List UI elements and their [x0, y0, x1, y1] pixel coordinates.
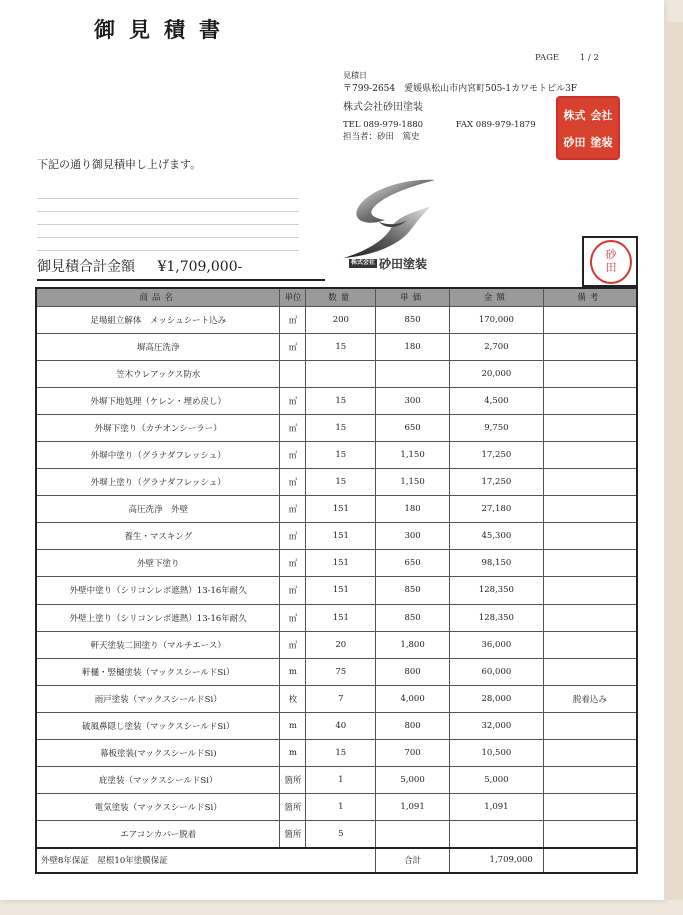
table-row: [36, 496, 637, 523]
cell-item-name: 外壁下塗り: [36, 550, 280, 577]
cell-unit: ㎡: [280, 306, 306, 333]
cell-unit: ㎡: [280, 523, 306, 550]
cell-item-name: 電気塗装（マックスシールドSi）: [36, 794, 280, 821]
cell-unit-price: 800: [376, 712, 450, 739]
cell-remarks: 脱着込み: [543, 685, 637, 712]
cell-item-name: 養生・マスキング: [36, 523, 280, 550]
cell-amount: 32,000: [449, 712, 543, 739]
cell-unit-price: 650: [376, 414, 450, 441]
cell-quantity: [306, 360, 376, 387]
cell-quantity: 151: [306, 577, 376, 604]
cell-quantity: 200: [306, 306, 376, 333]
cell-amount: 1,091: [449, 794, 543, 821]
tel-number: TEL 089-979-1880: [343, 120, 424, 131]
cell-quantity: 15: [306, 441, 376, 468]
seal-char: 塗装: [590, 135, 613, 149]
cell-unit: ㎡: [280, 631, 306, 658]
footer-total-label: 合計: [376, 848, 450, 873]
cell-quantity: 75: [306, 658, 376, 685]
header-unit: 単位: [280, 288, 306, 306]
cell-quantity: 15: [306, 469, 376, 496]
person-seal-box: [582, 236, 638, 287]
cell-amount: 10,500: [449, 740, 543, 767]
person-seal-bottom: 田: [605, 261, 617, 274]
cell-remarks: [543, 604, 637, 631]
warranty-note: 外壁8年保証 屋根10年塗膜保証: [36, 848, 376, 873]
cell-unit: m: [280, 658, 306, 685]
cell-item-name: エアコンカバー脱着: [36, 821, 280, 848]
cell-item-name: 外壁上塗り（シリコンレボ遮熱）13-16年耐久: [36, 604, 280, 631]
cell-item-name: 外塀上塗り（グラナダフレッシュ）: [36, 469, 280, 496]
header-remarks: 備考: [543, 288, 637, 306]
cell-amount: 36,000: [449, 631, 543, 658]
cell-quantity: 151: [306, 604, 376, 631]
document-title: 御見積書: [94, 17, 234, 42]
cell-amount: 128,350: [449, 604, 543, 631]
cell-remarks: [543, 740, 637, 767]
cell-amount: 45,300: [449, 523, 543, 550]
cell-amount: 17,250: [449, 441, 543, 468]
cell-unit-price: 850: [376, 604, 450, 631]
cell-unit-price: 300: [376, 387, 450, 414]
cell-remarks: [543, 441, 637, 468]
cell-amount: 98,150: [449, 550, 543, 577]
company-logo-text: [349, 255, 427, 272]
table-row: [36, 577, 637, 604]
cell-quantity: 1: [306, 767, 376, 794]
issuer-address: 〒799-2654 愛媛県松山市内宮町505-1カワモトビル3F: [343, 83, 578, 94]
table-row: [36, 767, 637, 794]
cell-amount: 60,000: [449, 658, 543, 685]
company-seal-stamp: [556, 96, 620, 160]
table-row: [36, 523, 637, 550]
cell-item-name: 庇塗装（マックスシールドSi）: [36, 767, 280, 794]
person-seal-top: 砂: [605, 248, 617, 262]
cell-amount: 170,000: [449, 306, 543, 333]
issuer-company: 株式会社砂田塗装: [343, 101, 423, 113]
cell-remarks: [543, 821, 637, 848]
cell-quantity: 7: [306, 685, 376, 712]
cell-remarks: [543, 631, 637, 658]
cell-quantity: 151: [306, 496, 376, 523]
cell-quantity: 151: [306, 550, 376, 577]
cell-unit-price: 700: [376, 740, 450, 767]
header-quantity: 数量: [306, 288, 376, 306]
cell-unit-price: 180: [376, 333, 450, 360]
cell-item-name: 笠木ウレアックス防水: [36, 360, 280, 387]
cell-unit: ㎡: [280, 604, 306, 631]
cell-unit-price: 5,000: [376, 767, 450, 794]
cell-item-name: 軒天塗装二回塗り（マルチエース）: [36, 631, 280, 658]
page-label: PAGE: [535, 53, 560, 63]
person-seal-stamp: [590, 240, 632, 284]
cell-remarks: [543, 712, 637, 739]
table-header-row: [36, 288, 637, 306]
cell-amount: 4,500: [449, 387, 543, 414]
cell-amount: 9,750: [449, 414, 543, 441]
table-row: [36, 685, 637, 712]
cell-item-name: 外塀下塗り（カチオンシーラー）: [36, 414, 280, 441]
background-band: [664, 22, 683, 900]
cell-unit: ㎡: [280, 577, 306, 604]
cell-item-name: 高圧洗浄 外壁: [36, 496, 280, 523]
cell-remarks: [543, 767, 637, 794]
cell-quantity: 40: [306, 712, 376, 739]
seal-char: 砂田: [563, 135, 586, 149]
cell-quantity: 1: [306, 794, 376, 821]
cell-amount: 128,350: [449, 577, 543, 604]
cell-unit-price: 4,000: [376, 685, 450, 712]
cell-quantity: 15: [306, 740, 376, 767]
cell-quantity: 20: [306, 631, 376, 658]
person-in-charge: 担当者：砂田 篤史: [343, 131, 420, 142]
cell-unit-price: [376, 821, 450, 848]
cell-quantity: 151: [306, 523, 376, 550]
table-row: [36, 333, 637, 360]
table-row: [36, 712, 637, 739]
table-row: [36, 604, 637, 631]
estimate-table: [35, 287, 638, 874]
cell-unit: ㎡: [280, 414, 306, 441]
cell-quantity: 5: [306, 821, 376, 848]
cell-item-name: 破風鼻隠し塗装（マックスシールドSi）: [36, 712, 280, 739]
grand-total-line: [37, 256, 325, 281]
header-unit-price: 単価: [376, 288, 450, 306]
cell-quantity: 15: [306, 333, 376, 360]
cell-unit-price: 1,150: [376, 441, 450, 468]
cell-remarks: [543, 577, 637, 604]
table-row: [36, 306, 637, 333]
cell-item-name: 外塀下地処理（ケレン・埋め戻し）: [36, 387, 280, 414]
table-row: [36, 441, 637, 468]
cell-unit-price: 180: [376, 496, 450, 523]
cell-item-name: 外壁中塗り（シリコンレボ遮熱）13-16年耐久: [36, 577, 280, 604]
total-label: 御見積合計金額: [37, 259, 135, 275]
cell-item-name: 雨戸塗装（マックスシールドSi）: [36, 685, 280, 712]
cell-remarks: [543, 469, 637, 496]
cell-item-name: 足場組立解体 メッシュシート込み: [36, 306, 280, 333]
issuer-block: [343, 71, 577, 143]
cell-unit: ㎡: [280, 333, 306, 360]
cell-unit-price: 1,800: [376, 631, 450, 658]
cell-remarks: [543, 523, 637, 550]
footer-total-amount: 1,709,000: [449, 848, 543, 873]
table-row: [36, 360, 637, 387]
estimate-date-label: 見積日: [343, 71, 367, 80]
seal-char: 会社: [590, 108, 613, 122]
cell-unit: ㎡: [280, 469, 306, 496]
cell-item-name: 外塀中塗り（グラナダフレッシュ）: [36, 441, 280, 468]
cell-item-name: 塀高圧洗浄: [36, 333, 280, 360]
cell-remarks: [543, 414, 637, 441]
cell-unit: m: [280, 712, 306, 739]
table-row: [36, 740, 637, 767]
table-footer-row: [36, 848, 637, 873]
cell-unit: 枚: [280, 685, 306, 712]
cell-quantity: 15: [306, 414, 376, 441]
table-row: [36, 414, 637, 441]
cell-unit: [280, 360, 306, 387]
cell-remarks: [543, 333, 637, 360]
header-amount: 金額: [449, 288, 543, 306]
cell-remarks: [543, 496, 637, 523]
cell-amount: 28,000: [449, 685, 543, 712]
cell-item-name: 軒樋・竪樋塗装（マックスシールドSi）: [36, 658, 280, 685]
greeting-text: 下記の通り御見積申し上げます。: [37, 158, 202, 171]
cell-unit-price: 800: [376, 658, 450, 685]
cell-unit-price: 300: [376, 523, 450, 550]
logo-name: 砂田塗装: [379, 257, 428, 271]
cell-amount: 2,700: [449, 333, 543, 360]
footer-remarks: [543, 848, 637, 873]
cell-unit-price: 850: [376, 577, 450, 604]
cell-remarks: [543, 658, 637, 685]
cell-unit: ㎡: [280, 441, 306, 468]
cell-item-name: 幕板塗装(マックスシールドSi): [36, 740, 280, 767]
cell-amount: 17,250: [449, 469, 543, 496]
page-value: 1 / 2: [579, 53, 599, 63]
cell-remarks: [543, 306, 637, 333]
cell-amount: [449, 821, 543, 848]
cell-unit: ㎡: [280, 387, 306, 414]
cell-unit: 箇所: [280, 821, 306, 848]
cell-unit: ㎡: [280, 550, 306, 577]
table-row: [36, 794, 637, 821]
cell-unit: m: [280, 740, 306, 767]
header-item-name: 商品名: [36, 288, 280, 306]
cell-unit-price: 850: [376, 306, 450, 333]
cell-unit: 箇所: [280, 794, 306, 821]
blank-lines: [37, 186, 299, 251]
table-row: [36, 631, 637, 658]
cell-amount: 20,000: [449, 360, 543, 387]
seal-char: 株式: [563, 108, 586, 122]
table-row: [36, 658, 637, 685]
cell-amount: 5,000: [449, 767, 543, 794]
cell-remarks: [543, 360, 637, 387]
cell-remarks: [543, 794, 637, 821]
total-amount: ¥1,709,000-: [157, 259, 243, 275]
page-number: [535, 53, 599, 63]
table-row: [36, 550, 637, 577]
table-row: [36, 469, 637, 496]
cell-unit-price: 1,150: [376, 469, 450, 496]
cell-remarks: [543, 387, 637, 414]
cell-unit-price: 1,091: [376, 794, 450, 821]
cell-unit-price: 650: [376, 550, 450, 577]
cell-quantity: 15: [306, 387, 376, 414]
table-row: [36, 387, 637, 414]
fax-number: FAX 089-979-1879: [455, 120, 536, 131]
cell-remarks: [543, 550, 637, 577]
cell-unit: 箇所: [280, 767, 306, 794]
logo-badge: 株式会社: [351, 259, 376, 267]
table-row: [36, 821, 637, 848]
cell-amount: 27,180: [449, 496, 543, 523]
issuer-phone: [343, 120, 577, 131]
cell-unit: ㎡: [280, 496, 306, 523]
cell-unit-price: [376, 360, 450, 387]
